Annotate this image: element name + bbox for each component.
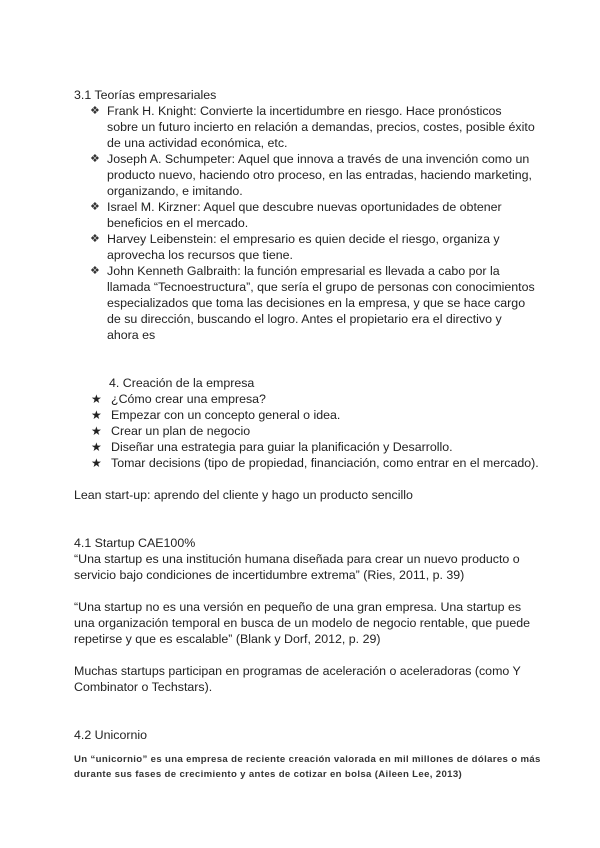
theory-schumpeter-line-3: organizando, e imitando. [107, 184, 243, 198]
theory-galbraith-line-2: llamada “Tecnoestructura”, que sería el grupo de personas con conocimientos [107, 280, 535, 294]
theory-kirzner-line-1: Israel M. Kirzner: Aquel que descubre nuevas oportunidades de obtener [107, 200, 502, 214]
theories-heading: 3.1 Teorías empresariales [74, 88, 217, 102]
diamond-bullet-icon: ❖ [90, 265, 100, 277]
startup-quote-1-line-2: servicio bajo condiciones de incertidumbre extrema” (Ries, 2011, p. 39) [74, 568, 465, 582]
star-bullet-icon: ★ [91, 392, 102, 406]
star-bullet-icon: ★ [91, 456, 102, 470]
theory-galbraith-line-4: de su dirección, buscando el logro. Antes el propietario era el directivo y [107, 312, 502, 326]
creation-item-2: Empezar con un concepto general o idea. [111, 408, 341, 422]
diamond-bullet-icon: ❖ [90, 105, 100, 117]
theory-schumpeter-line-1: Joseph A. Schumpeter: Aquel que innova a través de una invención como un [107, 152, 530, 166]
lean-startup-text: Lean start-up: aprendo del cliente y hago un producto sencillo [74, 488, 413, 502]
creation-item-3: Crear un plan de negocio [111, 424, 251, 438]
diamond-bullet-icon: ❖ [90, 153, 100, 165]
creation-item-4: Diseñar una estrategia para guiar la planificación y Desarrollo. [111, 440, 453, 454]
unicorn-heading: 4.2 Unicornio [74, 728, 148, 742]
startup-heading: 4.1 Startup CAE100% [74, 536, 196, 550]
creation-heading: 4. Creación de la empresa [109, 376, 255, 390]
theory-leibenstein-line-2: aprovecha los recursos que tiene. [107, 248, 293, 262]
startup-quote-2-line-1: “Una startup no es una versión en pequeño de una gran empresa. Una startup es [74, 600, 522, 614]
theory-galbraith-line-5: ahora es [107, 328, 156, 342]
startup-quote-2-line-3: repetirse y que es escalable” (Blank y Dorf, 2012, p. 29) [74, 632, 381, 646]
creation-item-1: ¿Cómo crear una empresa? [111, 392, 266, 406]
unicorn-definition-line-1: Un “unicornio” es una empresa de reciente creación valorada en mil millones de dólares o más [74, 753, 541, 765]
startup-note-line-2: Combinator o Techstars). [74, 680, 213, 694]
star-bullet-icon: ★ [91, 440, 102, 454]
star-bullet-icon: ★ [91, 408, 102, 422]
theory-schumpeter-line-2: producto nuevo, haciendo otro proceso, en las entradas, haciendo marketing, [107, 168, 532, 182]
startup-quote-2-line-2: una organización temporal en busca de un modelo de negocio rentable, que puede [74, 616, 531, 630]
diamond-bullet-icon: ❖ [90, 201, 100, 213]
theory-galbraith-line-1: John Kenneth Galbraith: la función empresarial es llevada a cabo por la [107, 264, 500, 278]
star-bullet-icon: ★ [91, 424, 102, 438]
diamond-bullet-icon: ❖ [90, 233, 100, 245]
creation-item-5: Tomar decisions (tipo de propiedad, financiación, como entrar en el mercado). [111, 456, 539, 470]
theory-knight-line-2: sobre un futuro incierto en relación a demandas, precios, costes, posible éxito [107, 120, 535, 134]
startup-note-line-1: Muchas startups participan en programas de aceleración o aceleradoras (como Y [74, 664, 521, 678]
theory-kirzner-line-2: beneficios en el mercado. [107, 216, 249, 230]
startup-quote-1-line-1: “Una startup es una institución humana diseñada para crear un nuevo producto o [74, 552, 520, 566]
unicorn-definition-line-2: durante sus fases de crecimiento y antes de cotizar en bolsa (Aileen Lee, 2013) [74, 768, 463, 780]
theory-leibenstein-line-1: Harvey Leibenstein: el empresario es quien decide el riesgo, organiza y [107, 232, 500, 246]
theory-knight-line-3: de una actividad económica, etc. [107, 136, 288, 150]
theory-galbraith-line-3: especializados que toma las decisiones en la empresa, y que se hace cargo [107, 296, 526, 310]
theory-knight-line-1: Frank H. Knight: Convierte la incertidumbre en riesgo. Hace pronósticos [107, 104, 502, 118]
